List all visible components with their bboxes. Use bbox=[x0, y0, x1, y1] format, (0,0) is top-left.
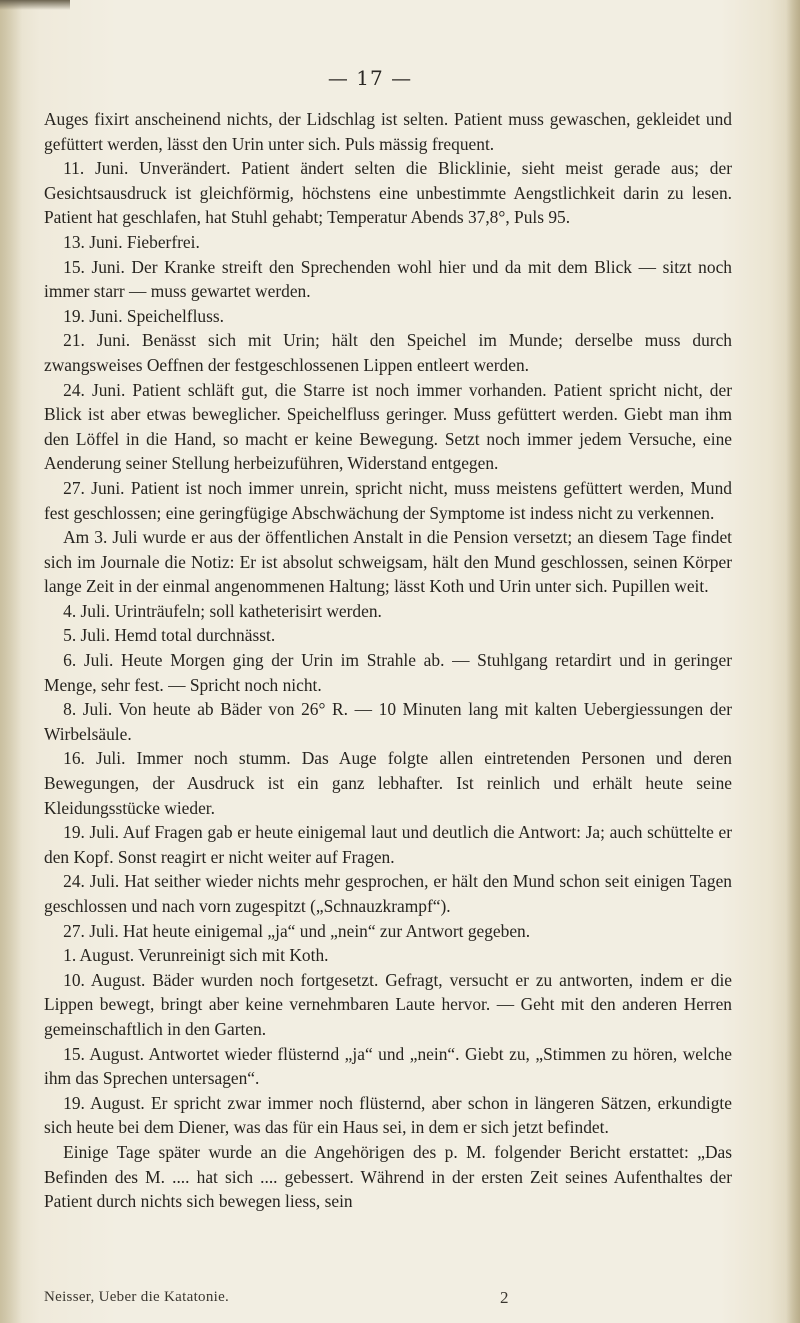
paragraph-entry-10-august: 10. August. Bäder wurden noch fortgesetzt. Gefragt, versucht er zu antworten, indem er die Lippen bewegt, bringt aber keine vernehmbaren Laute hervor. — Geht mit den anderen Herren gemeinschaftlich in den Garten. bbox=[44, 969, 732, 1039]
paragraph-entry-19-juli: 19. Juli. Auf Fragen gab er heute einigemal laut und deutlich die Antwort: Ja; auch schüttelte er den Kopf. Sonst reagirt er nicht weiter auf Fragen. bbox=[44, 822, 732, 867]
paragraph-entry-27-juli: 27. Juli. Hat heute einigemal „ja“ und „nein“ zur Antwort gegeben. bbox=[63, 920, 531, 941]
page-left-edge-shadow bbox=[0, 0, 22, 1323]
paragraph-entry-8-juli: 8. Juli. Von heute ab Bäder von 26° R. — 10 Minuten lang mit kalten Uebergiessungen der Wirbelsäule. bbox=[44, 699, 732, 744]
paragraph-entry-27-juni: 27. Juni. Patient ist noch immer unrein, spricht nicht, muss meistens gefüttert werden, Mund fest geschlossen; eine geringfügige Abschwächung der Symptome ist indess nicht zu verkennen. bbox=[44, 477, 732, 523]
paragraph-entry-11-juni: 11. Juni. Unverändert. Patient ändert selten die Blicklinie, sieht meist gerade aus; der Gesichtsausdruck ist gleichförmig, höchstens eine unbestimmte Aengstlichkeit darin zu lesen. Patient hat geschlafen, hat Stuhl gehabt; Temperatur Abends 37,8°, Puls 95. bbox=[44, 158, 732, 228]
page-number: — 17 — bbox=[327, 66, 413, 90]
paragraph-entry-15-juni: 15. Juni. Der Kranke streift den Sprechenden wohl hier und da mit dem Blick — sitzt noch immer starr — muss gewartet werden. bbox=[44, 256, 732, 302]
running-title: Neisser, Ueber die Katatonie. bbox=[44, 1289, 230, 1305]
signature-mark: 2 bbox=[500, 1288, 509, 1307]
paragraph-continuation: Auges fixirt anscheinend nichts, der Lidschlag ist selten. Patient muss gewaschen, gekleidet und gefüttert werden, lässt den Urin unter sich. Puls mässig frequent. bbox=[44, 109, 732, 154]
paragraph-entry-16-juli: 16. Juli. Immer noch stumm. Das Auge folgte allen eintretenden Personen und deren Bewegungen, der Ausdruck ist ein ganz lebhafter. Ist reinlich und erhält heute seine Kleidungsstücke wieder. bbox=[44, 748, 732, 818]
paragraph-report: Einige Tage später wurde an die Angehörigen des p. M. folgender Bericht erstattet: „Das Befinden des M. .... hat sich .... gebessert. Während in der ersten Zeit seines Aufenthaltes der Patient durch nichts sich bewegen liess, sein bbox=[44, 1141, 732, 1212]
paragraph-entry-24-juli: 24. Juli. Hat seither wieder nichts mehr gesprochen, er hält den Mund schon seit einigen Tagen geschlossen und nach vorn zugespitzt („Schnauzkrampf“). bbox=[44, 871, 732, 916]
paragraph-entry-19-juni: 19. Juni. Speichelfluss. bbox=[63, 305, 224, 326]
paragraph-entry-19-august: 19. August. Er spricht zwar immer noch flüsternd, aber schon in längeren Sätzen, erkundigte sich heute bei dem Diener, was das für ein Haus sei, in dem er sich jetzt befindet. bbox=[44, 1092, 732, 1138]
paragraph-entry-5-juli: 5. Juli. Hemd total durchnässt. bbox=[63, 625, 276, 646]
paragraph-entry-13-juni: 13. Juni. Fieberfrei. bbox=[63, 231, 200, 252]
paragraph-entry-4-juli: 4. Juli. Urinträufeln; soll katheterisirt werden. bbox=[63, 600, 382, 621]
paragraph-entry-3-juli: Am 3. Juli wurde er aus der öffentlichen Anstalt in die Pension versetzt; an diesem Tage findet sich im Journale die Notiz: Er ist absolut schweigsam, hält den Mund geschlossen, seinen Körper lange Zeit in der einmal angenommenen Haltung; lässt Koth und Urin unter sich. Pupillen weit. bbox=[44, 527, 732, 597]
paragraph-entry-24-juni: 24. Juni. Patient schläft gut, die Starre ist noch immer vorhanden. Patient spricht nicht, der Blick ist aber etwas beweglicher. Speichelfluss geringer. Muss gefüttert werden. Giebt man ihm den Löffel in die Hand, so macht er keine Bewegung. Setzt noch immer jedem Versuche, eine Aenderung seiner Stellung herbeizuführen, Widerstand entgegen. bbox=[44, 379, 732, 474]
body-text bbox=[44, 107, 732, 1214]
paragraph-entry-15-august: 15. August. Antwortet wieder flüsternd „ja“ und „nein“. Giebt zu, „Stimmen zu hören, welche ihm das Sprechen untersagen“. bbox=[44, 1043, 732, 1089]
paragraph-entry-21-juni: 21. Juni. Benässt sich mit Urin; hält den Speichel im Munde; derselbe muss durch zwangsweises Oeffnen der festgeschlossenen Lippen entleert werden. bbox=[44, 330, 732, 375]
paragraph-entry-6-juli: 6. Juli. Heute Morgen ging der Urin im Strahle ab. — Stuhlgang retardirt und in geringer Menge, sehr fest. — Spricht noch nicht. bbox=[44, 650, 732, 695]
scan-top-mark bbox=[0, 0, 70, 10]
paragraph-entry-1-august: 1. August. Verunreinigt sich mit Koth. bbox=[63, 945, 329, 966]
page-right-edge-shadow bbox=[786, 0, 800, 1323]
